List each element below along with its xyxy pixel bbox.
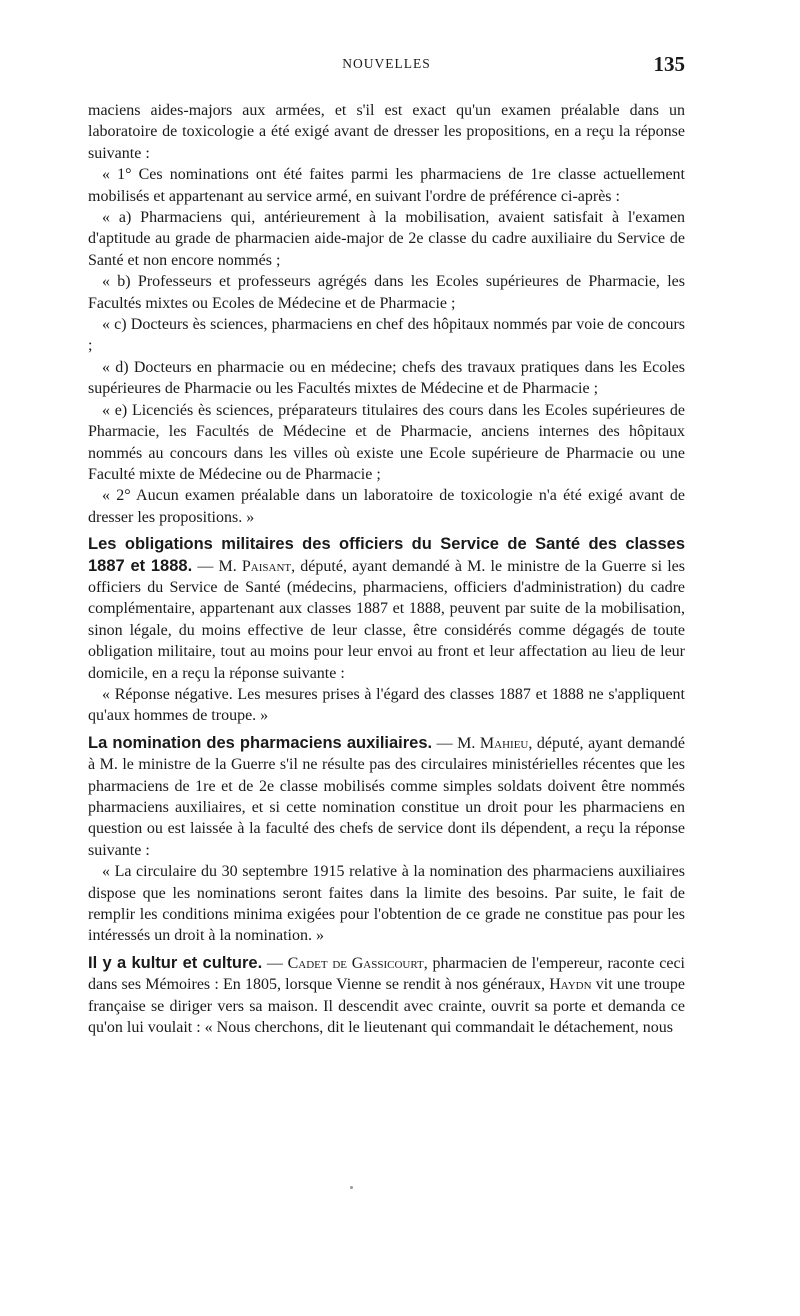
person-name: Mahieu <box>479 734 529 752</box>
section-dash: — M. <box>432 734 480 752</box>
running-header <box>88 52 685 80</box>
section-heading: Il y a kultur et culture. <box>88 953 263 972</box>
running-title: NOUVELLES <box>342 56 431 71</box>
person-name: Paisant <box>241 557 292 575</box>
section-body: , député, ayant demandé à M. le ministre de la Guerre s'il ne résulte pas des circulaires ministérielles récentes que les pharmaciens de 1re et de 2e classe mobilisés comme simples soldats doivent être nommés pharmaciens auxiliaires, et si cette nomination constitue un droit pour les pharmaciens en question ou est laissée à la faculté des chefs de service dont ils dépendent, a reçu la réponse suivante : <box>88 734 685 859</box>
paragraph-quote-2: « 2° Aucun examen préalable dans un laboratoire de toxicologie n'a été exigé avant de dresser les propositions. » <box>88 487 685 526</box>
person-name: Haydn <box>549 976 592 994</box>
reply-paragraph: « La circulaire du 30 septembre 1915 relative à la nomination des pharmaciens auxiliaires dispose que les nominations seront faites dans la limite des besoins. Par suite, le fait de remplir les conditions minima exigées pour l'obtention de ce grade ne constitue pas pour les intéressés un droit à la nomination. » <box>88 863 685 945</box>
reply-paragraph: « Réponse négative. Les mesures prises à l'égard des classes 1887 et 1888 ne s'appliquent qu'aux hommes de troupe. » <box>88 685 685 725</box>
section-military-obligations <box>88 534 685 684</box>
paragraph-item-b: « b) Professeurs et professeurs agrégés dans les Ecoles supérieures de Pharmacie, les Facultés mixtes ou Ecoles de Médecine et de Pharmacie ; <box>88 273 685 312</box>
paragraph-item-a: « a) Pharmaciens qui, antérieurement à la mobilisation, avaient satisfait à l'examen d'aptitude au grade de pharmacien aide-major de 2e classe du cadre auxiliaire du Service de Santé et non encore nommés ; <box>88 209 685 269</box>
section-heading: La nomination des pharmaciens auxiliaires. <box>88 733 433 752</box>
section-heading: Les obligations militaires des officiers du Service de Santé des classes 1887 et 1888. <box>88 535 685 575</box>
body-text <box>88 100 685 1038</box>
section-dash: — M. <box>192 557 242 575</box>
section-dash: — <box>262 954 288 972</box>
section-body: , pharmacien de l'empereur, raconte ceci dans ses Mémoires : En 1805, lorsque Vienne se rendit à nos généraux, <box>88 954 685 994</box>
section-body: , député, ayant demandé à M. le ministre de la Guerre si les officiers du Service de Santé (médecins, pharmaciens, officiers d'administration) du cadre complémentaire, appartenant aux classes 1887 et 1888, peuvent par suite de la mobilisation, sinon légale, du moins effective de leur classe, être considérés comme dégagés de toute obligation militaire, tout au moins pour leur envoi au front et leur affectation au lieu de leur domicile, en a reçu la réponse suivante : <box>88 557 685 682</box>
section-auxiliary-pharmacists <box>88 733 685 861</box>
paragraph-item-d: « d) Docteurs en pharmacie ou en médecine; chefs des travaux pratiques dans les Ecoles supérieures de Pharmacie ou les Facultés mixtes de Médecine et de Pharmacie ; <box>88 358 685 398</box>
paragraph-item-c: « c) Docteurs ès sciences, pharmaciens en chef des hôpitaux nommés par voie de concours ; <box>88 316 685 355</box>
page-number: 135 <box>653 52 685 76</box>
section-body: vit une troupe française se diriger vers sa maison. Il descendit avec crainte, ouvrit sa porte et demanda ce qu'on lui voulait : « Nous cherchons, dit le lieutenant qui commandait le détachement, nous <box>88 976 686 1037</box>
scan-speck <box>350 1186 353 1189</box>
person-name: Cadet de Gassicourt <box>287 954 424 972</box>
section-kultur <box>88 953 685 1039</box>
paragraph-item-e: « e) Licenciés ès sciences, préparateurs titulaires des cours dans les Ecoles supérieures de Pharmacie, les Facultés de Médecine et de Pharmacie, anciens internes des hôpitaux nommés au concours dans les villes où existe une Ecole supérieure de Pharmacie ou une Faculté mixte de Médecine ou de Pharmacie ; <box>88 401 685 483</box>
paragraph-quote-1: « 1° Ces nominations ont été faites parmi les pharmaciens de 1re classe actuellement mobilisés et appartenant au service armé, en suivant l'ordre de préférence ci-après : <box>88 166 685 205</box>
paragraph-continuation: maciens aides-majors aux armées, et s'il est exact qu'un examen préalable dans un laboratoire de toxicologie a été exigé avant de dresser les propositions, en a reçu la réponse suivante : <box>88 102 685 162</box>
